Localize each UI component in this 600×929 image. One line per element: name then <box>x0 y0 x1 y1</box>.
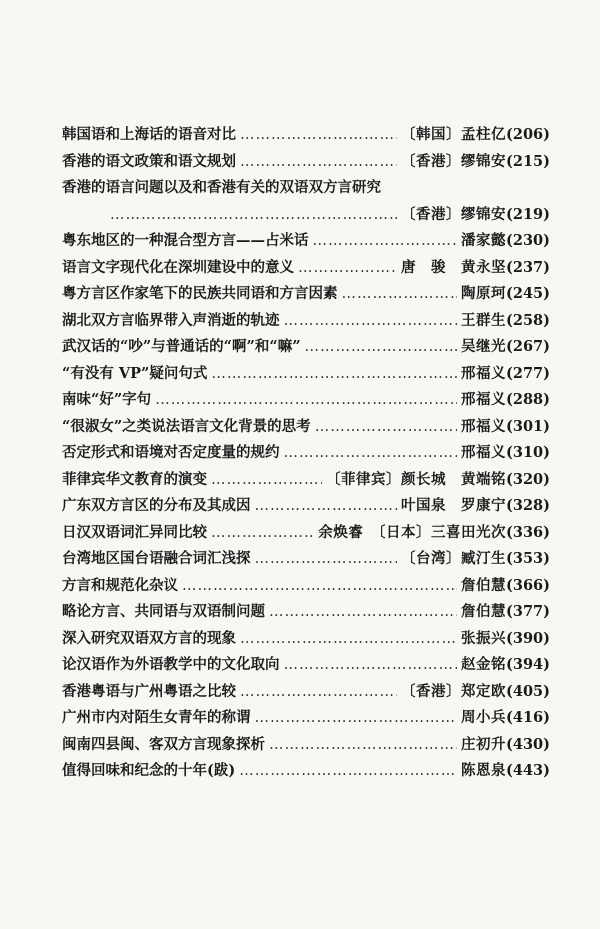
entry-author: 詹伯慧 <box>461 603 506 620</box>
entry-author: 叶国泉 罗康宁 <box>401 497 506 514</box>
entry-title: 闽南四县闽、客双方言现象探析 <box>62 735 265 753</box>
entry-title: 日汉双语词汇异同比较 <box>62 523 207 541</box>
toc-entry <box>62 440 550 467</box>
toc-entry <box>62 228 550 255</box>
dot-leader <box>155 387 457 414</box>
entry-title: 香港的语言问题以及和香港有关的双语双方言研究 <box>62 179 381 196</box>
entry-page-number: (245) <box>506 285 550 302</box>
dot-leader <box>255 493 398 520</box>
entry-author: 邢福义 <box>461 391 506 408</box>
dot-leader <box>240 679 397 706</box>
entry-title: 方言和规范化杂议 <box>62 576 178 594</box>
toc-entry <box>62 202 550 229</box>
entry-author: 〔香港〕缪锦安 <box>401 205 506 223</box>
entry-title: 语言文字现代化在深圳建设中的意义 <box>62 258 294 276</box>
dot-leader <box>211 361 457 388</box>
entry-page-number: (215) <box>506 152 550 170</box>
entry-page-number: (230) <box>506 232 550 249</box>
dot-leader <box>110 202 397 229</box>
entry-page-number: (366) <box>506 576 550 594</box>
entry-title: 湖北双方言临界带入声消逝的轨迹 <box>62 311 280 329</box>
entry-page-number: (277) <box>506 364 550 382</box>
entry-title: 南味“好”字句 <box>62 391 152 408</box>
dot-leader <box>305 334 457 361</box>
table-of-contents <box>62 122 550 785</box>
entry-page-number: (430) <box>506 735 550 753</box>
entry-title: “很淑女”之类说法语言文化背景的思考 <box>62 417 311 435</box>
toc-entry <box>62 599 550 626</box>
dot-leader <box>269 732 457 759</box>
entry-page-number: (328) <box>506 497 550 514</box>
dot-leader <box>255 546 398 573</box>
entry-author: 邢福义 <box>461 364 506 382</box>
entry-author: 〔韩国〕孟柱亿 <box>401 126 506 143</box>
entry-title: 略论方言、共同语与双语制问题 <box>62 603 265 620</box>
entry-author: 余焕睿 〔日本〕三喜田光次 <box>318 523 506 541</box>
toc-entry <box>62 308 550 335</box>
entry-author: 吴继光 <box>461 338 506 355</box>
entry-page-number: (288) <box>506 391 550 408</box>
entry-title: 韩国语和上海话的语音对比 <box>62 126 236 143</box>
entry-author: 周小兵 <box>461 709 506 726</box>
entry-author: 张振兴 <box>461 629 506 647</box>
entry-title: 广州市内对陌生女青年的称谓 <box>62 709 251 726</box>
toc-entry <box>62 520 550 547</box>
toc-entry <box>62 175 550 202</box>
entry-page-number: (443) <box>506 762 550 779</box>
entry-author: 詹伯慧 <box>461 576 506 594</box>
entry-title: 论汉语作为外语教学中的文化取向 <box>62 656 280 673</box>
toc-entry <box>62 705 550 732</box>
dot-leader <box>298 255 397 282</box>
entry-title: 香港粤语与广州粤语之比较 <box>62 682 236 700</box>
dot-leader <box>269 599 457 626</box>
entry-title: 台湾地区国台语融合词汇浅探 <box>62 550 251 567</box>
entry-page-number: (258) <box>506 311 550 329</box>
entry-title: 否定形式和语境对否定度量的规约 <box>62 444 280 461</box>
toc-entry <box>62 573 550 600</box>
dot-leader <box>284 308 458 335</box>
dot-leader <box>284 652 458 679</box>
dot-leader <box>240 149 397 176</box>
entry-author: 王群生 <box>461 311 506 329</box>
entry-title: 值得回味和纪念的十年(跋) <box>62 762 236 779</box>
entry-title: 深入研究双语双方言的现象 <box>62 629 236 647</box>
entry-page-number: (394) <box>506 656 550 673</box>
toc-entry <box>62 149 550 176</box>
dot-leader <box>315 414 457 441</box>
toc-entry <box>62 414 550 441</box>
entry-author: 陶原珂 <box>461 285 506 302</box>
toc-entry <box>62 387 550 414</box>
entry-author: 邢福义 <box>461 417 506 435</box>
entry-page-number: (416) <box>506 709 550 726</box>
entry-author: 〔香港〕缪锦安 <box>401 152 506 170</box>
dot-leader <box>342 281 458 308</box>
toc-entry <box>62 679 550 706</box>
entry-page-number: (353) <box>506 550 550 567</box>
entry-title: 粤方言区作家笔下的民族共同语和方言因素 <box>62 285 338 302</box>
toc-entry <box>62 467 550 494</box>
entry-author: 唐 骏 黄永坚 <box>401 258 506 276</box>
dot-leader <box>284 440 458 467</box>
entry-author: 邢福义 <box>461 444 506 461</box>
toc-entry <box>62 626 550 653</box>
entry-title: 香港的语文政策和语文规划 <box>62 152 236 170</box>
dot-leader <box>240 122 397 149</box>
entry-title: 武汉话的“吵”与普通话的“啊”和“嘛” <box>62 338 301 355</box>
dot-leader <box>182 573 457 600</box>
entry-page-number: (310) <box>506 444 550 461</box>
toc-entry <box>62 493 550 520</box>
entry-title: “有没有 VP”疑问句式 <box>62 364 208 382</box>
entry-page-number: (219) <box>506 205 550 223</box>
entry-title: 菲律宾华文教育的演变 <box>62 470 207 488</box>
dot-leader <box>240 626 457 653</box>
toc-entry <box>62 546 550 573</box>
entry-page-number: (320) <box>506 470 550 488</box>
entry-page-number: (377) <box>506 603 550 620</box>
entry-author: 赵金铭 <box>461 656 506 673</box>
dot-leader <box>211 520 314 547</box>
entry-page-number: (267) <box>506 338 550 355</box>
entry-author: 陈恩泉 <box>461 762 506 779</box>
toc-entry <box>62 732 550 759</box>
entry-page-number: (237) <box>506 258 550 276</box>
entry-page-number: (206) <box>506 126 550 143</box>
entry-author: 庄初升 <box>461 735 506 753</box>
dot-leader <box>211 467 322 494</box>
entry-author: 〔香港〕郑定欧 <box>401 682 506 700</box>
toc-entry <box>62 652 550 679</box>
toc-entry <box>62 255 550 282</box>
dot-leader <box>239 758 457 785</box>
toc-entry <box>62 334 550 361</box>
entry-page-number: (301) <box>506 417 550 435</box>
entry-author: 潘家懿 <box>461 232 506 249</box>
dot-leader <box>255 705 458 732</box>
entry-page-number: (390) <box>506 629 550 647</box>
toc-entry <box>62 281 550 308</box>
toc-entry <box>62 758 550 785</box>
entry-author: 〔台湾〕臧汀生 <box>401 550 506 567</box>
entry-author: 〔菲律宾〕颜长城 黄端铭 <box>326 470 506 488</box>
entry-title: 广东双方言区的分布及其成因 <box>62 497 251 514</box>
toc-entry <box>62 122 550 149</box>
entry-title: 粤东地区的一种混合型方言——占米话 <box>62 232 309 249</box>
entry-page-number: (336) <box>506 523 550 541</box>
entry-page-number: (405) <box>506 682 550 700</box>
dot-leader <box>313 228 458 255</box>
toc-entry <box>62 361 550 388</box>
